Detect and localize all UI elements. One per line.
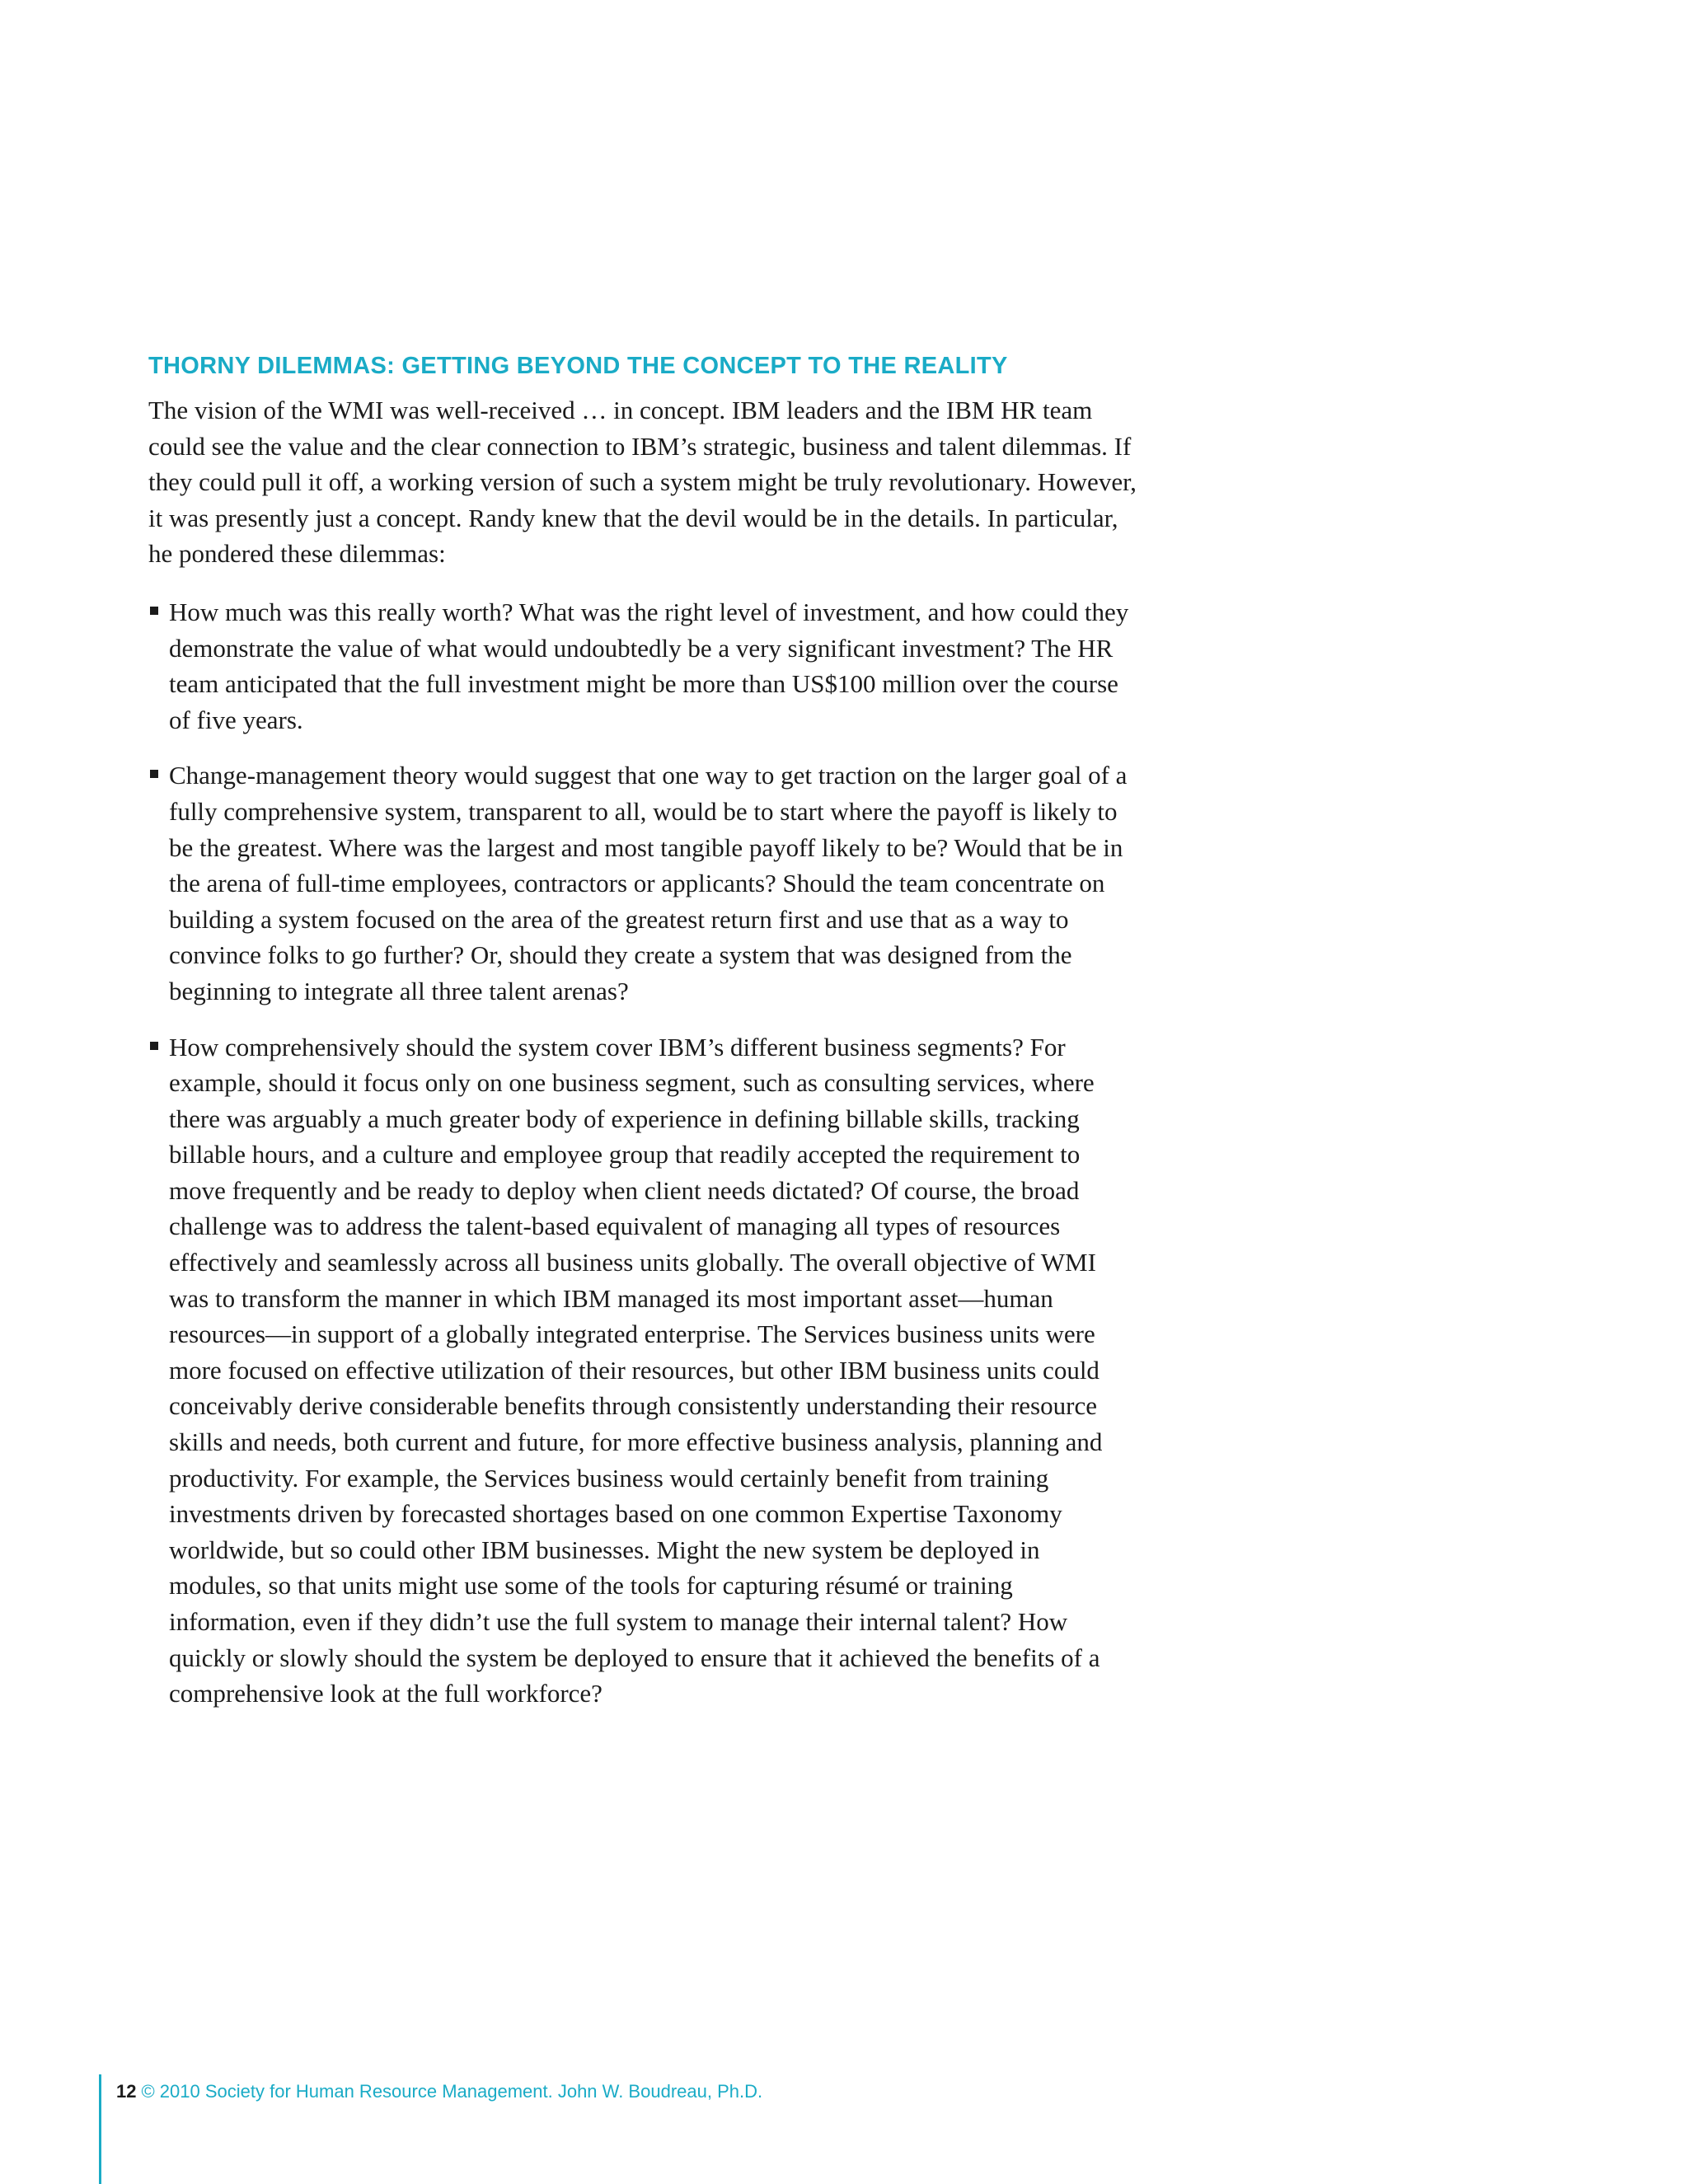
section-heading: THORNY DILEMMAS: GETTING BEYOND THE CONCEPT TO THE REALITY xyxy=(148,353,1008,379)
list-item-text: How comprehensively should the system cover IBM’s different business segments? For example, should it focus only on one business segment, such as consulting services, where there was arguably a much greater body of experience in defining billable skills, tracking billable hours, and a culture and employee group that readily accepted the requirement to move frequently and be ready to deploy when client needs dictated? Of course, the broad challenge was to address the talent-based equivalent of managing all types of resources effectively and seamlessly across all business units globally. The overall objective of WMI was to transform the manner in which IBM managed its most important asset—human resources—in support of a globally integrated enterprise. The Services business units were more focused on effective utilization of their resources, but other IBM business units could conceivably derive considerable benefits through consistently understanding their resource skills and needs, both current and future, for more effective business analysis, planning and productivity. For example, the Services business would certainly benefit from training investments driven by forecasted shortages based on one common Expertise Taxonomy worldwide, but so could other IBM businesses. Might the new system be deployed in modules, so that units might use some of the tools for capturing résumé or training information, even if they didn’t use the full system to manage their internal talent? How quickly or slowly should the system be deployed to ensure that it achieved the benefits of a comprehensive look at the full workforce? xyxy=(169,1032,1103,1708)
square-bullet-icon xyxy=(150,1042,158,1050)
dilemma-list xyxy=(148,594,1137,1712)
copyright-text: © 2010 Society for Human Resource Management. John W. Boudreau, Ph.D. xyxy=(141,2081,763,2102)
list-item xyxy=(148,1029,1137,1712)
list-item xyxy=(148,757,1137,1009)
list-item-text: Change-management theory would suggest that one way to get traction on the larger goal of a fully comprehensive system, transparent to all, would be to start where the payoff is likely to be the greatest. Where was the largest and most tangible payoff likely to be? Would that be in the arena of full-time employees, contractors or applicants? Should the team concentrate on building a system focused on the area of the greatest return first and use that as a way to convince folks to go further? Or, should they create a system that was designed from the beginning to integrate all three talent arenas? xyxy=(169,761,1128,1005)
main-content xyxy=(148,351,1137,1732)
page-footer xyxy=(99,2074,926,2184)
list-item xyxy=(148,594,1137,738)
intro-paragraph: The vision of the WMI was well-received … in concept. IBM leaders and the IBM HR team could see the value and the clear connection to IBM’s strategic, business and talent dilemmas. If they could pull it off, a working version of such a system might be truly revolutionary. However, it was presently just a concept. Randy knew that the devil would be in the details. In particular, he pondered these dilemmas: xyxy=(148,396,1137,569)
footer-line xyxy=(116,2081,762,2102)
square-bullet-icon xyxy=(150,607,158,615)
page-number: 12 xyxy=(116,2081,137,2102)
list-item-text: How much was this really worth? What was the right level of investment, and how could they demonstrate the value of what would undoubtedly be a very significant investment? The HR team anticipated that the full investment might be more than US$100 million over the course of five years. xyxy=(169,597,1129,734)
square-bullet-icon xyxy=(150,770,158,778)
